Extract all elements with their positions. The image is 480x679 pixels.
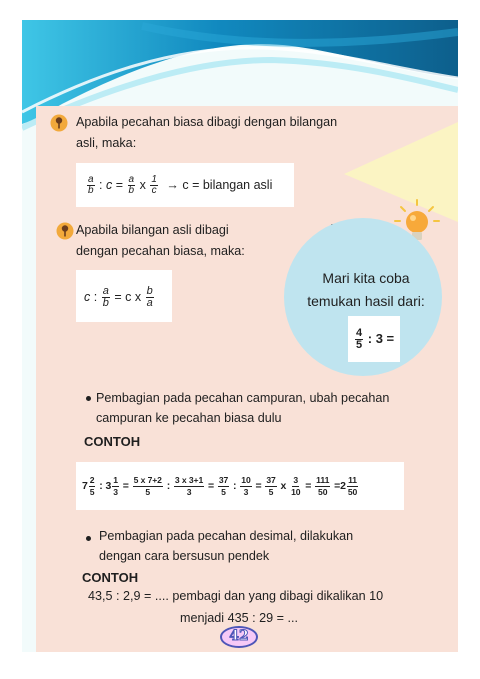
aksimu-prompt-line1: Mari kita coba bbox=[322, 270, 410, 286]
rule1-formula: $\frac{a}{b}$ : c = $\frac{a}{b}$ x $\frac{1}{c}$ → c = bilangan asli bbox=[88, 174, 273, 197]
mixed-bullet-line2: campuran ke pecahan biasa dulu bbox=[96, 411, 282, 425]
bullet bbox=[86, 536, 91, 541]
aksimu-prompt-line2: temukan hasil dari: bbox=[307, 293, 425, 309]
fraction: $\frac{37}{5}$ bbox=[266, 474, 276, 497]
fraction: $\frac{37}{5}$ bbox=[218, 474, 229, 497]
page-number-badge: 42 bbox=[220, 626, 258, 648]
fraction: $\frac{3 x 3+1}{3}$ bbox=[174, 474, 204, 497]
fraction: $\frac{111}{50}$ bbox=[316, 474, 330, 497]
aksimu-problem: $\frac{4}{5}$ : 3 = bbox=[356, 327, 395, 352]
fraction: $\frac{5 x 7+2}{5}$ bbox=[133, 474, 162, 497]
fraction: $\frac{1}{3}$ bbox=[113, 474, 118, 497]
decimal-bullet-line2: dengan cara bersusun pendek bbox=[99, 549, 270, 563]
rule2-text-line2: dengan pecahan biasa, maka: bbox=[76, 244, 245, 258]
decimal-example-line1: 43,5 : 2,9 = .... pembagi dan yang dibagi dikalikan 10 bbox=[88, 589, 384, 603]
rule2-text-line1: Apabila bilangan asli dibagi bbox=[76, 223, 229, 237]
rule1-text-line1: Apabila pecahan biasa dibagi dengan bilangan bbox=[76, 115, 338, 129]
aksimu-problem-box bbox=[348, 316, 400, 362]
pin-icon bbox=[50, 114, 68, 132]
mixed-example-box bbox=[76, 462, 404, 510]
decimal-contoh-label: CONTOH bbox=[82, 570, 139, 585]
fraction: $\frac{3}{10}$ bbox=[291, 474, 301, 497]
fraction: $\frac{2}{5}$ bbox=[89, 474, 95, 497]
decimal-example-line2: menjadi 435 : 29 = ... bbox=[180, 611, 298, 625]
rule1-text-line2: asli, maka: bbox=[76, 136, 137, 150]
rule2-formula-box bbox=[76, 270, 172, 322]
rule1-formula-box bbox=[76, 163, 294, 207]
decimal-bullet-line1: Pembagian pada pecahan desimal, dilakukan bbox=[99, 529, 354, 543]
mixed-bullet-line1: Pembagian pada pecahan campuran, ubah pecahan bbox=[96, 391, 390, 405]
mixed-contoh-label: CONTOH bbox=[84, 434, 141, 449]
fraction-1-over-c: $\frac{1}{c}$ bbox=[151, 174, 157, 197]
fraction-a-over-b: $\frac{a}{b}$ bbox=[102, 285, 109, 310]
pin-icon bbox=[56, 222, 74, 240]
fraction: $\frac{11}{50}$ bbox=[347, 474, 358, 497]
arrow-icon: → bbox=[166, 178, 179, 192]
fraction: $\frac{10}{3}$ bbox=[241, 474, 251, 497]
rule2-formula: c : $\frac{a}{b}$ = c x $\frac{b}{a}$ bbox=[84, 285, 153, 310]
bullet bbox=[86, 396, 91, 401]
fraction-a-over-b: $\frac{a}{b}$ bbox=[128, 174, 135, 197]
mixed-example: 7 $\frac{2}{5}$ : 3 $\frac{1}{3}$ = $\frac{5 x 7+2}{5}$ : $\frac{3 x 3+1}{3}$ = $\frac{37}{5}$ : $\frac{10}{3}$ = $\frac{37}{5}$ x $\frac{3}{10}$ = $\frac{111}{50}$ =2 $\frac{11}{50}$ bbox=[82, 474, 358, 497]
fraction-4-over-5: $\frac{4}{5}$ bbox=[356, 327, 363, 352]
fraction-b-over-a: $\frac{b}{a}$ bbox=[146, 285, 153, 310]
fraction-a-over-b: $\frac{a}{b}$ bbox=[88, 174, 94, 197]
